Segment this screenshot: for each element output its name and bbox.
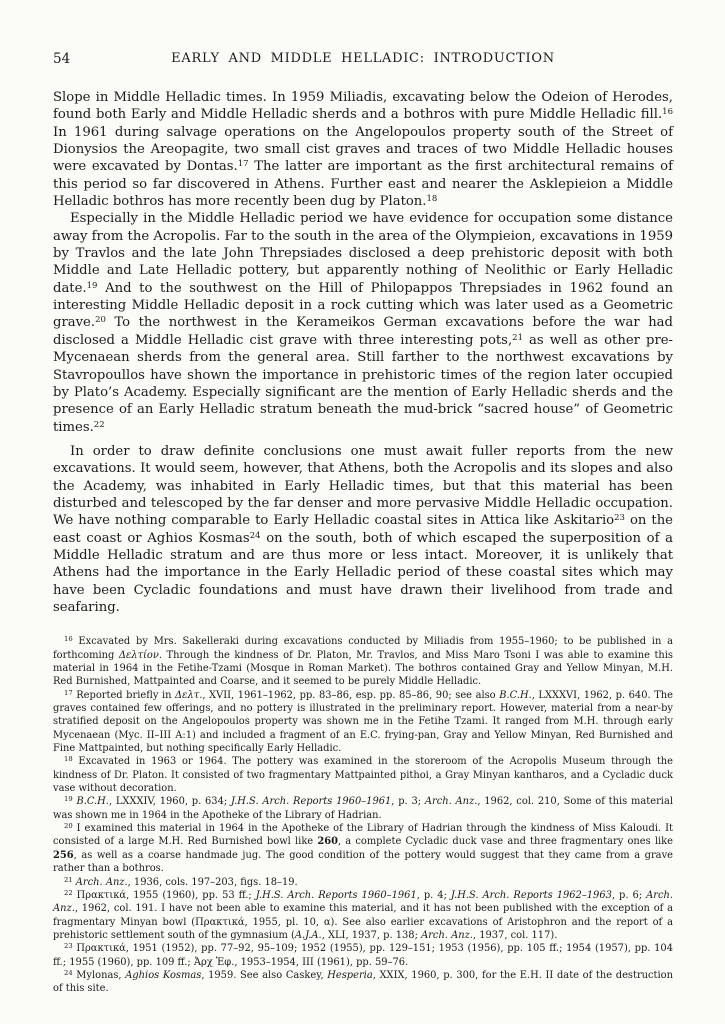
body-paragraph (53, 89, 673, 210)
footnote-ref: 23 (64, 942, 73, 951)
running-head-title: EARLY AND MIDDLE HELLADIC: INTRODUCTION (171, 51, 555, 66)
text-run: , 1936, cols. 197–203, figs. 18–19. (127, 876, 298, 888)
footnote-ref: 21 (512, 332, 523, 343)
text-run: as well as other pre-Mycenaean sherds from the general area. Still farther to the northwest excavations by Stavropoullos have shown the importance in prehistoric times of the region later occupied by Plato’s Academy. Especially significant are the mention of Early Helladic sherds and the presence of an Early Helladic stratum beneath the mud-brick “sacred house” of Geometric times. (53, 332, 674, 435)
running-header (53, 0, 673, 69)
text-run: , XXIX, 1960, p. 300, for the E.H. II date of the destruction of this site. (53, 969, 673, 995)
footnote (53, 822, 673, 875)
italic-text: Δελτίον (118, 649, 159, 661)
italic-text: Arch. Anz. (424, 796, 478, 808)
footnote (53, 795, 673, 822)
footnote (53, 876, 673, 889)
italic-text: Δελτ. (175, 689, 203, 701)
italic-text: J.H.S. Arch. Reports 1960–1961 (230, 796, 392, 808)
text-run: on the east coast or Aghios Kosmas (53, 513, 673, 546)
body-paragraph (53, 443, 673, 616)
body-text (53, 89, 673, 616)
footnote (53, 635, 673, 688)
italic-text: Hesperia (327, 969, 373, 981)
footnote-ref: 24 (64, 968, 73, 977)
footnote-ref: 21 (64, 875, 73, 884)
footnote-ref: 16 (64, 635, 73, 644)
text-run: , 1937, col. 117). (472, 929, 558, 941)
text-run: Reported briefly in (72, 689, 176, 701)
text-run: , p. 6; (611, 889, 647, 901)
footnote-ref: 16 (662, 107, 673, 118)
text-run: Excavated in 1963 or 1964. The pottery was examined in the storeroom of the Acropolis Museum through the kindness of Dr. Platon. It consisted of two fragmentary Mattpainted pithoi, a Gray Minyan kantharos, and a Cycladic duck vase without decoration. (53, 756, 673, 795)
footnote (53, 689, 673, 756)
text-run: , 1962, col. 191. I have not been able to examine this material, and it has not been published with the exception of a fragmentary Minyan bowl (Πρακτικά, 1955, pl. 10, α). See also earlier excavations of Aristophron and the report of a prehistoric settlement south of the gymnasium ( (53, 903, 673, 941)
footnote-ref: 19 (86, 280, 98, 291)
text-run: Mylonas, (72, 969, 126, 981)
footnote-ref: 20 (95, 315, 106, 326)
footnote-ref: 23 (614, 513, 625, 524)
text-run: , a complete Cycladic duck vase and three fragmentary ones like (337, 836, 673, 848)
text-run: Especially in the Middle Helladic period we have evidence for occupation some distance away from the Acropolis. Far to the south in the area of the Olympieion, excavations in 1959 by Travlos and the late John Threpsiades disclosed a deep prehistoric deposit with both Middle and Late Helladic pottery, but apparently nothing of Neolithic or Early Helladic date. (53, 211, 673, 296)
footnotes-section (53, 635, 673, 995)
text-run: . Through the kindness of Dr. Platon, Mr. Travlos, and Miss Maro Tsoni I was able to examine this material in 1964 in the Fetihe-Tzami (Mosque in Roman Market). The bothros contained Gray and Yellow Minyan, M.H. Red Burnished, Mattpainted and Coarse, and it seemed to be purely Middle Helladic. (53, 649, 674, 688)
bold-text: 260 (317, 836, 338, 848)
bold-text: 256 (53, 849, 74, 861)
text-run: The latter are important as the first architectural remains of this period so far discovered in Athens. Further east and nearer the Asklepieion a Middle Helladic bothros has more recently been dug by Platon. (53, 159, 673, 210)
text-run: , LXXXVI, 1962, p. 640. The graves contained few offerings, and no pottery is illustrated in the preliminary report. However, material from a near-by stratified deposit on the Angelopoulos property was shown me in the Fetihe Tzami. It ranged from M.H. through early Mycenaean (Myc. II–III A:1) and included a fragment of an E.C. frying-pan, Gray and Yellow Minyan, Red Burnished and Fine Mattpainted, but nothing specifically Early Helladic. (53, 689, 673, 755)
text-column (53, 0, 673, 996)
text-run: , as well as a coarse handmade jug. The good condition of the pottery would suggest that they came from a grave rather than a bothros. (53, 849, 673, 875)
text-run: , LXXXIV, 1960, p. 634; (108, 796, 231, 808)
footnote-ref: 18 (64, 755, 73, 764)
text-run: Slope in Middle Helladic times. In 1959 Miliadis, excavating below the Odeion of Herodes, found both Early and Middle Helladic sherds and a bothros with pure Middle Helladic fill. (53, 90, 673, 123)
footnote-ref: 22 (64, 888, 73, 897)
text-run: And to the southwest on the Hill of Philopappos Threpsiades in 1962 found an interesting Middle Helladic deposit in a rock cutting which was later used as a Geometric grave. (53, 280, 673, 331)
footnote-ref: 17 (237, 159, 249, 170)
text-run: Excavated by Mrs. Sakelleraki during excavations conducted by Miliadis from 1955–1960; to be published in a forthcoming (53, 636, 673, 661)
italic-text: Aghios Kosmas (125, 969, 202, 981)
italic-text: B.C.H. (76, 796, 109, 808)
text-run: , 1959. See also Caskey, (201, 969, 328, 981)
italic-text: A.J.A. (294, 929, 322, 941)
footnote-ref: 20 (64, 822, 73, 831)
footnote-ref: 17 (64, 688, 73, 697)
italic-text: Arch. Anz. (75, 876, 128, 888)
text-run: , p. 3; (391, 796, 425, 808)
italic-text: Arch. Anz. (421, 929, 473, 941)
text-run: To the northwest in the Kerameikos German excavations before the war had disclosed a Middle Helladic cist grave with three interesting pots, (53, 315, 673, 348)
text-run: I examined this material in 1964 in the Apotheke of the Library of Hadrian through the kindness of Miss Kaloudi. It consisted of a large M.H. Red Burnished bowl like (53, 823, 673, 848)
italic-text: J.H.S. Arch. Reports 1962–1963 (450, 889, 612, 901)
text-run: on the south, both of which escaped the superposition of a Middle Helladic stratum and are thus more or less intact. Moreover, it is unlikely that Athens had the importance in the Early Helladic period of these coastal sites which may have been Cycladic foundations and must have drawn their livelihood from trade and seafaring. (53, 530, 673, 615)
footnote (53, 942, 673, 969)
body-paragraph (53, 210, 673, 435)
text-run: , XLI, 1937, p. 138; (321, 929, 422, 941)
text-run: In 1961 during salvage operations on the Angelopoulos property south of the Street of Dionysios the Areopagite, two small cist graves and traces of two Middle Helladic houses were excavated by Dontas. (53, 124, 673, 175)
footnote (53, 755, 673, 795)
text-run: In order to draw definite conclusions one must await fuller reports from the new excavations. It would seem, however, that Athens, both the Acropolis and its slopes and also the Academy, was inhabited in Early Helladic times, but that this material has been disturbed and telescoped by the far denser and more pervasive Middle Helladic occupation. We have nothing comparable to Early Helladic coastal sites in Attica like Askitario (53, 443, 673, 529)
footnote-ref: 24 (249, 530, 261, 541)
italic-text: B.C.H. (499, 689, 532, 701)
text-run: , 1962, col. 210, Some of this material was shown me in 1964 in the Apotheke of the Library of Hadrian. (53, 796, 673, 821)
footnote (53, 889, 673, 942)
text-run: Πρακτικά, 1955 (1960), pp. 53 ff.; (72, 889, 256, 901)
text-run: , XVII, 1961–1962, pp. 83–86, esp. pp. 85–86, 90; see also (202, 689, 500, 701)
footnote-ref: 22 (93, 419, 105, 430)
italic-text: Arch. Anz. (53, 889, 673, 915)
italic-text: J.H.S. Arch. Reports 1960–1961 (255, 889, 417, 901)
footnote-ref: 19 (64, 795, 73, 804)
text-run: Πρακτικά, 1951 (1952), pp. 77–92, 95–109; 1952 (1955), pp. 129–151; 1953 (1956), pp. 105 ff.; 1954 (1957), pp. 104 ff.; 1955 (1960), pp. 109 ff.; Ἀρχ Ἐφ., 1953–1954, III (1961), pp. 59–76. (53, 943, 673, 968)
footnote-ref: 18 (426, 194, 438, 205)
footnote (53, 969, 673, 996)
page-number: 54 (53, 51, 71, 67)
text-run: , p. 4; (416, 889, 451, 901)
